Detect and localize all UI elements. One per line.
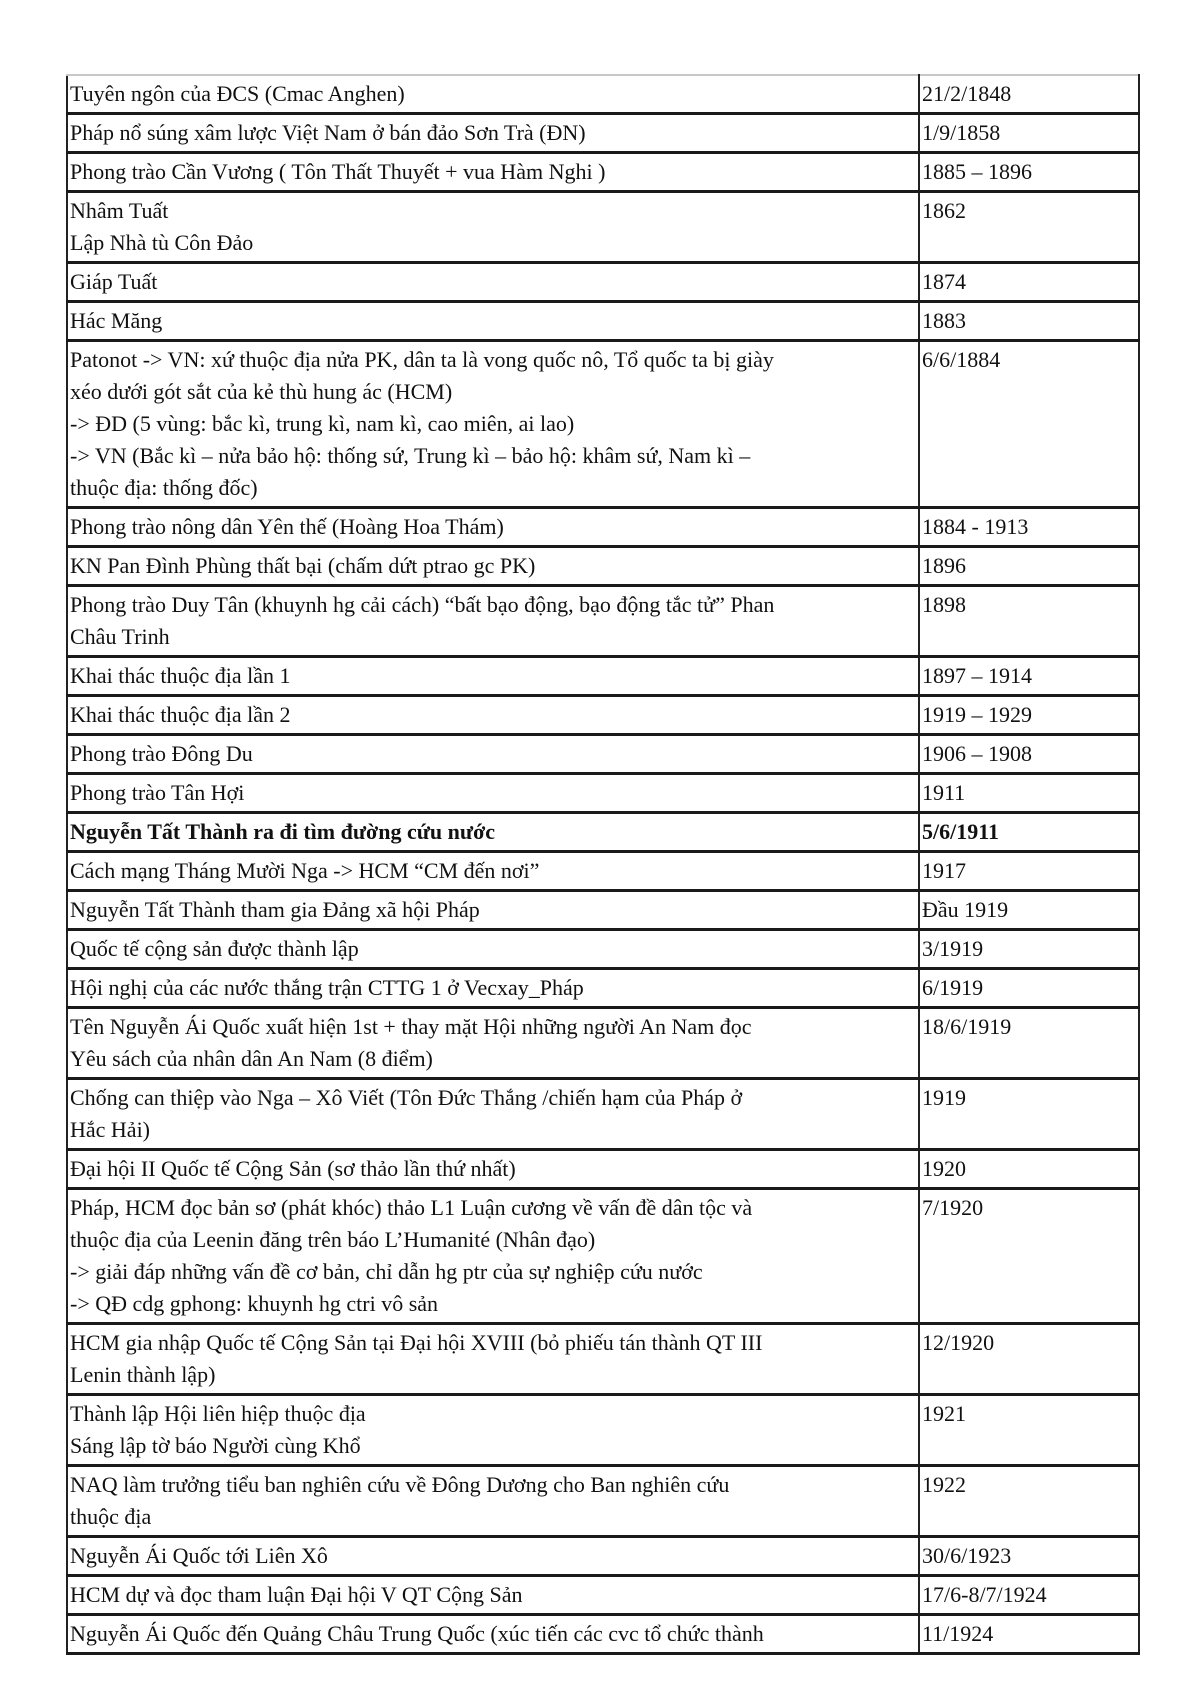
table-row <box>67 813 1139 852</box>
table-row <box>67 891 1139 930</box>
date-cell: 1883 <box>919 302 1139 341</box>
table-row <box>67 930 1139 969</box>
date-cell: 18/6/1919 <box>919 1008 1139 1079</box>
table-row <box>67 774 1139 813</box>
table-row <box>67 1576 1139 1615</box>
event-cell: Nguyễn Tất Thành tham gia Đảng xã hội Pháp <box>67 891 919 930</box>
date-cell: 11/1924 <box>919 1615 1139 1654</box>
date-cell: 6/1919 <box>919 969 1139 1008</box>
date-cell: 7/1920 <box>919 1189 1139 1324</box>
date-cell: 1919 – 1929 <box>919 696 1139 735</box>
timeline-body <box>67 75 1139 1654</box>
date-cell: 1911 <box>919 774 1139 813</box>
date-cell: 1898 <box>919 586 1139 657</box>
event-cell: Phong trào Cần Vương ( Tôn Thất Thuyết + vua Hàm Nghi ) <box>67 153 919 192</box>
event-cell: Thành lập Hội liên hiệp thuộc địa Sáng lập tờ báo Người cùng Khổ <box>67 1395 919 1466</box>
event-cell: Hội nghị của các nước thắng trận CTTG 1 ở Vecxay_Pháp <box>67 969 919 1008</box>
table-row <box>67 75 1139 114</box>
table-row <box>67 114 1139 153</box>
date-cell: 1917 <box>919 852 1139 891</box>
event-cell: Nhâm Tuất Lập Nhà tù Côn Đảo <box>67 192 919 263</box>
date-cell: 17/6-8/7/1924 <box>919 1576 1139 1615</box>
table-row <box>67 586 1139 657</box>
date-cell: 21/2/1848 <box>919 75 1139 114</box>
event-cell: Quốc tế cộng sản được thành lập <box>67 930 919 969</box>
table-row <box>67 1079 1139 1150</box>
table-row <box>67 192 1139 263</box>
event-cell: NAQ làm trưởng tiểu ban nghiên cứu về Đông Dương cho Ban nghiên cứu thuộc địa <box>67 1466 919 1537</box>
event-cell: Nguyễn Ái Quốc đến Quảng Châu Trung Quốc (xúc tiến các cvc tổ chức thành <box>67 1615 919 1654</box>
event-cell: HCM gia nhập Quốc tế Cộng Sản tại Đại hội XVIII (bỏ phiếu tán thành QT III Lenin thành lập) <box>67 1324 919 1395</box>
event-cell: Hác Măng <box>67 302 919 341</box>
event-cell: Tên Nguyễn Ái Quốc xuất hiện 1st + thay mặt Hội những người An Nam đọc Yêu sách của nhân dân An Nam (8 điểm) <box>67 1008 919 1079</box>
date-cell: 5/6/1911 <box>919 813 1139 852</box>
table-row <box>67 547 1139 586</box>
event-cell: Pháp nổ súng xâm lược Việt Nam ở bán đảo Sơn Trà (ĐN) <box>67 114 919 153</box>
table-row <box>67 508 1139 547</box>
event-cell: Khai thác thuộc địa lần 1 <box>67 657 919 696</box>
event-cell: Đại hội II Quốc tế Cộng Sản (sơ thảo lần thứ nhất) <box>67 1150 919 1189</box>
table-row <box>67 263 1139 302</box>
date-cell: 1906 – 1908 <box>919 735 1139 774</box>
date-cell: 1921 <box>919 1395 1139 1466</box>
table-row <box>67 153 1139 192</box>
date-cell: 12/1920 <box>919 1324 1139 1395</box>
date-cell: 1874 <box>919 263 1139 302</box>
date-cell: 1920 <box>919 1150 1139 1189</box>
event-cell: Chống can thiệp vào Nga – Xô Viết (Tôn Đức Thắng /chiến hạm của Pháp ở Hắc Hải) <box>67 1079 919 1150</box>
date-cell: 1862 <box>919 192 1139 263</box>
date-cell: 1885 – 1896 <box>919 153 1139 192</box>
table-row <box>67 1150 1139 1189</box>
date-cell: 1919 <box>919 1079 1139 1150</box>
date-cell: 30/6/1923 <box>919 1537 1139 1576</box>
date-cell: Đầu 1919 <box>919 891 1139 930</box>
table-row <box>67 1466 1139 1537</box>
table-row <box>67 1537 1139 1576</box>
event-cell: Phong trào Đông Du <box>67 735 919 774</box>
table-row <box>67 696 1139 735</box>
event-cell: HCM dự và đọc tham luận Đại hội V QT Cộng Sản <box>67 1576 919 1615</box>
table-row <box>67 1615 1139 1654</box>
table-row <box>67 657 1139 696</box>
date-cell: 1896 <box>919 547 1139 586</box>
event-cell: KN Pan Đình Phùng thất bại (chấm dứt ptrao gc PK) <box>67 547 919 586</box>
date-cell: 1884 - 1913 <box>919 508 1139 547</box>
event-cell: Tuyên ngôn của ĐCS (Cmac Anghen) <box>67 75 919 114</box>
table-row <box>67 969 1139 1008</box>
event-cell: Phong trào Tân Hợi <box>67 774 919 813</box>
event-cell: Pháp, HCM đọc bản sơ (phát khóc) thảo L1 Luận cương về vấn đề dân tộc và thuộc địa của Leenin đăng trên báo L’Humanité (Nhân đạo) -> giải đáp những vấn đề cơ bản, chỉ dẫn hg ptr của sự nghiệp cứu nước -> QĐ cdg gphong: khuynh hg ctri vô sản <box>67 1189 919 1324</box>
date-cell: 6/6/1884 <box>919 341 1139 508</box>
table-row <box>67 852 1139 891</box>
table-row <box>67 1008 1139 1079</box>
event-cell: Nguyễn Tất Thành ra đi tìm đường cứu nước <box>67 813 919 852</box>
table-row <box>67 1189 1139 1324</box>
table-row <box>67 302 1139 341</box>
date-cell: 1922 <box>919 1466 1139 1537</box>
event-cell: Phong trào Duy Tân (khuynh hg cải cách) “bất bạo động, bạo động tắc tử” Phan Châu Trinh <box>67 586 919 657</box>
date-cell: 1897 – 1914 <box>919 657 1139 696</box>
history-timeline-table <box>66 74 1140 1655</box>
event-cell: Cách mạng Tháng Mười Nga -> HCM “CM đến nơi” <box>67 852 919 891</box>
table-row <box>67 341 1139 508</box>
event-cell: Patonot -> VN: xứ thuộc địa nửa PK, dân ta là vong quốc nô, Tổ quốc ta bị giày xéo dưới gót sắt của kẻ thù hung ác (HCM) -> ĐD (5 vùng: bắc kì, trung kì, nam kì, cao miên, ai lao) -> VN (Bắc kì – nửa bảo hộ: thống sứ, Trung kì – bảo hộ: khâm sứ, Nam kì – thuộc địa: thống đốc) <box>67 341 919 508</box>
event-cell: Phong trào nông dân Yên thế (Hoàng Hoa Thám) <box>67 508 919 547</box>
date-cell: 1/9/1858 <box>919 114 1139 153</box>
event-cell: Khai thác thuộc địa lần 2 <box>67 696 919 735</box>
table-row <box>67 1324 1139 1395</box>
table-row <box>67 1395 1139 1466</box>
event-cell: Nguyễn Ái Quốc tới Liên Xô <box>67 1537 919 1576</box>
table-row <box>67 735 1139 774</box>
event-cell: Giáp Tuất <box>67 263 919 302</box>
date-cell: 3/1919 <box>919 930 1139 969</box>
